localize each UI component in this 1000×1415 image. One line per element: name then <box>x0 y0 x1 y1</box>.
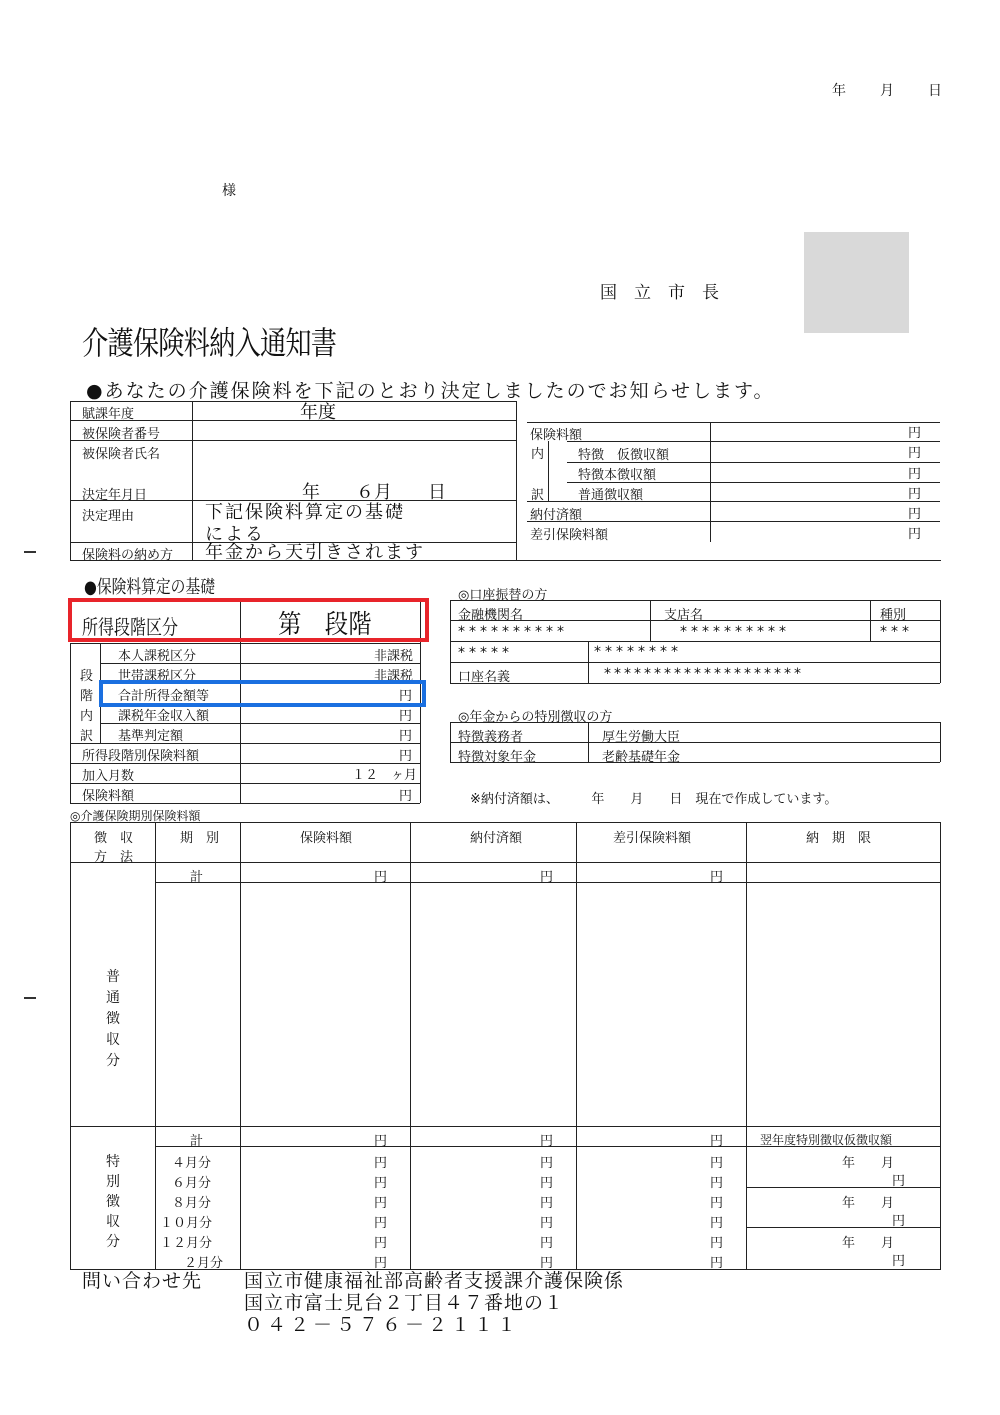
branch-name: ********** <box>680 624 790 640</box>
months-label: 加入月数 <box>82 769 135 784</box>
yen-unit: 円 <box>710 1134 724 1149</box>
account-holder-value: ******************** <box>604 666 804 682</box>
pension-target-value: 老齢基礎年金 <box>602 750 681 765</box>
per-class-premium-label: 所得段階別保険料額 <box>82 749 200 764</box>
col-period: 期 別 <box>180 831 220 846</box>
basis-premium-label: 保険料額 <box>82 789 135 804</box>
paid-amount-label: 納付済額 <box>530 508 583 523</box>
per-class-premium-value: 円 <box>399 749 413 764</box>
yen-unit: 円 <box>374 1176 388 1191</box>
col-method-line1: 徴 収 <box>94 831 134 846</box>
basis-row-value: 非課税 <box>374 649 414 664</box>
yen-unit: 円 <box>540 1256 554 1271</box>
basis-heading: ●保険料算定の基礎 <box>84 577 215 598</box>
payment-method-label: 保険料の納め方 <box>82 548 174 563</box>
income-class-value: 第 段階 <box>278 610 372 640</box>
months-value: １２ ヶ月 <box>352 768 418 783</box>
intro-text: ●あなたの介護保険料を下記のとおり決定しましたのでお知らせします。 <box>86 380 775 402</box>
ordinary-collection-label: 普通徴収額 <box>578 488 644 503</box>
yen-unit: 円 <box>892 1214 906 1229</box>
special-collection-char: 収 <box>106 1214 120 1230</box>
next-year-date: 年 月 <box>842 1196 895 1211</box>
special-collection-char: 別 <box>106 1174 120 1190</box>
basis-row-value: 円 <box>399 689 413 704</box>
account-number: ******** <box>594 644 682 660</box>
margin-mark <box>24 997 36 999</box>
issue-date: 年 月 日 <box>832 83 952 99</box>
basis-row-label: 基準判定額 <box>118 729 184 744</box>
yen-unit: 円 <box>908 527 922 542</box>
yen-unit: 円 <box>710 1216 724 1231</box>
premium-total-label: 保険料額 <box>530 428 583 443</box>
breakdown-char-1: 内 <box>531 447 545 462</box>
yen-unit: 円 <box>908 446 922 461</box>
ordinary-collection-char: 普 <box>106 969 120 985</box>
seal-placeholder <box>804 232 909 333</box>
month-label: １２月分 <box>160 1236 213 1251</box>
decision-reason-line1: 下記保険料算定の基礎 <box>205 502 405 523</box>
yen-unit: 円 <box>710 1196 724 1211</box>
provisional-label: 特徴 仮徴収額 <box>578 448 670 463</box>
special-collection-char: 特 <box>106 1154 120 1170</box>
basis-premium-value: 円 <box>399 789 413 804</box>
next-year-provisional-label: 翌年度特別徴収仮徴収額 <box>760 1133 893 1147</box>
paid-note: ※納付済額は、 年 月 日 現在で作成しています。 <box>470 792 838 807</box>
period-table-heading: ◎介護保険期別保険料額 <box>70 809 201 823</box>
yen-unit: 円 <box>540 1134 554 1149</box>
yen-unit: 円 <box>710 1236 724 1251</box>
pension-obligor-label: 特徴義務者 <box>458 730 524 745</box>
fiscal-year-label: 賦課年度 <box>82 407 135 422</box>
bank-header: 支店名 <box>664 608 704 623</box>
ordinary-collection-char: 分 <box>106 1053 120 1069</box>
yen-unit: 円 <box>540 1176 554 1191</box>
decision-date-label: 決定年月日 <box>82 488 148 503</box>
breakdown-side-char: 訳 <box>80 729 94 744</box>
yen-unit: 円 <box>892 1254 906 1269</box>
ordinary-collection-char: 通 <box>106 990 120 1006</box>
basis-row-label: 合計所得金額等 <box>118 689 210 704</box>
contact-department: 国立市健康福祉部高齢者支援課介護保険係 <box>244 1270 625 1292</box>
breakdown-side-char: 階 <box>80 689 94 704</box>
decision-reason-label: 決定理由 <box>82 509 135 524</box>
yen-unit: 円 <box>540 1216 554 1231</box>
col-method-line2: 方 法 <box>94 850 134 865</box>
yen-unit: 円 <box>908 507 922 522</box>
yen-unit: 円 <box>908 487 922 502</box>
special-collection-char: 徴 <box>106 1194 120 1210</box>
yen-unit: 円 <box>374 1216 388 1231</box>
month-label: １０月分 <box>160 1216 213 1231</box>
col-due-date: 納 期 限 <box>806 831 872 846</box>
bank-header: 金融機関名 <box>458 608 524 623</box>
main-collection-label: 特徴本徴収額 <box>578 468 657 483</box>
next-year-date: 年 月 <box>842 1236 895 1251</box>
col-balance: 差引保険料額 <box>613 831 692 846</box>
issuer-name: 国 立 市 長 <box>600 283 719 303</box>
fiscal-year-value: 年度 <box>300 402 336 423</box>
bank-header: 種別 <box>880 608 907 623</box>
breakdown-side-char: 段 <box>80 669 94 684</box>
yen-unit: 円 <box>710 1256 724 1271</box>
basis-row-label: 世帯課税区分 <box>118 669 197 684</box>
yen-unit: 円 <box>540 870 554 885</box>
insured-number-label: 被保険者番号 <box>82 427 161 442</box>
income-class-highlight <box>68 598 429 642</box>
ordinary-collection-char: 収 <box>106 1032 120 1048</box>
contact-phone: ０４２－５７６－２１１１ <box>244 1314 521 1336</box>
next-year-date: 年 月 <box>842 1156 895 1171</box>
recipient-honorific: 様 <box>222 183 236 199</box>
yen-unit: 円 <box>892 1174 906 1189</box>
month-label: ２月分 <box>184 1256 224 1271</box>
month-label: ８月分 <box>172 1196 212 1211</box>
pension-target-label: 特徴対象年金 <box>458 750 537 765</box>
yen-unit: 円 <box>710 1176 724 1191</box>
yen-unit: 円 <box>374 1196 388 1211</box>
yen-unit: 円 <box>374 1256 388 1271</box>
month-label: ６月分 <box>172 1176 212 1191</box>
yen-unit: 円 <box>908 426 922 441</box>
special-collection-char: 分 <box>106 1234 120 1250</box>
col-paid: 納付済額 <box>470 831 523 846</box>
document-title: 介護保険料納入通知書 <box>82 324 337 362</box>
yen-unit: 円 <box>540 1156 554 1171</box>
account-type: *** <box>880 624 913 640</box>
income-class-label: 所得段階区分 <box>82 615 178 639</box>
insured-name-label: 被保険者氏名 <box>82 447 161 462</box>
balance-premium-label: 差引保険料額 <box>530 528 609 543</box>
breakdown-side-char: 内 <box>80 709 94 724</box>
yen-unit: 円 <box>710 1156 724 1171</box>
basis-row-value: 非課税 <box>374 669 414 684</box>
yen-unit: 円 <box>374 1236 388 1251</box>
yen-unit: 円 <box>540 1236 554 1251</box>
breakdown-char-2: 訳 <box>531 488 545 503</box>
account-holder-label: 口座名義 <box>458 670 511 685</box>
yen-unit: 円 <box>710 870 724 885</box>
account-number-short: ***** <box>458 645 513 661</box>
basis-row-value: 円 <box>399 709 413 724</box>
month-label: ４月分 <box>172 1156 212 1171</box>
payment-method-value: 年金から天引きされます <box>205 542 425 563</box>
special-total-label: 計 <box>190 1134 204 1149</box>
margin-mark <box>24 551 36 553</box>
yen-unit: 円 <box>540 1196 554 1211</box>
decision-reason-line2: による <box>205 524 265 545</box>
basis-row-value: 円 <box>399 729 413 744</box>
pension-heading: ◎年金からの特別徴収の方 <box>458 710 613 725</box>
contact-label: 問い合わせ先 <box>82 1270 203 1292</box>
basis-row-label: 課税年金収入額 <box>118 709 210 724</box>
bank-heading: ◎口座振替の方 <box>458 588 548 603</box>
pension-obligor-value: 厚生労働大臣 <box>602 730 681 745</box>
ordinary-collection-char: 徴 <box>106 1011 120 1027</box>
yen-unit: 円 <box>374 1134 388 1149</box>
yen-unit: 円 <box>374 870 388 885</box>
basis-row-label: 本人課税区分 <box>118 649 197 664</box>
ordinary-total-label: 計 <box>190 870 204 885</box>
decision-date-value: 年 ６月 日 <box>302 482 446 503</box>
yen-unit: 円 <box>908 467 922 482</box>
col-premium: 保険料額 <box>300 831 353 846</box>
bank-name: ********** <box>458 624 568 640</box>
total-income-highlight <box>99 680 426 707</box>
contact-address: 国立市富士見台２丁目４７番地の１ <box>244 1292 565 1314</box>
yen-unit: 円 <box>374 1156 388 1171</box>
